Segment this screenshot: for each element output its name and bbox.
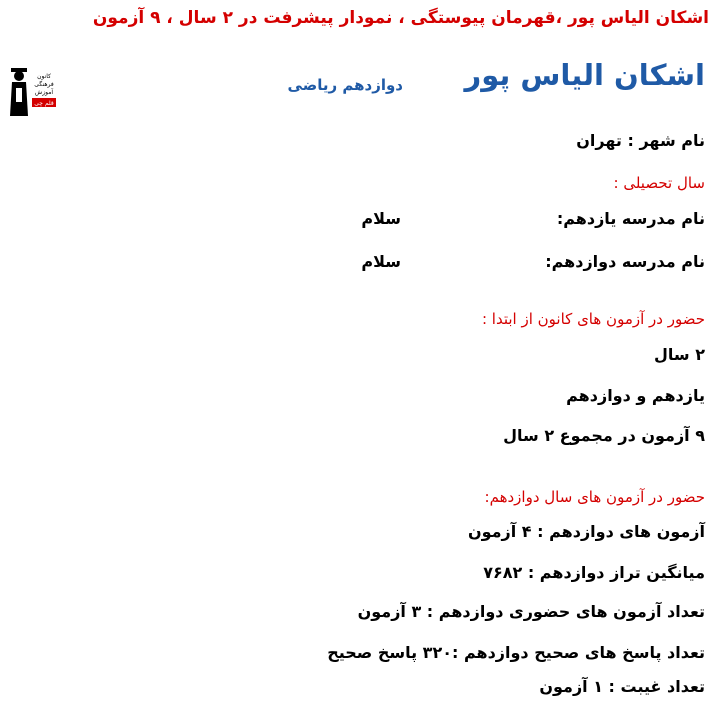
attendance-total-heading: حضور در آزمون های کانون از ابتدا : — [481, 310, 705, 328]
attendance-total: ۹ آزمون در مجموع ۲ سال — [503, 426, 705, 445]
student-name: اشکان الیاس پور — [464, 58, 705, 92]
attendance-grades: یازدهم و دوازدهم — [566, 386, 705, 405]
logo-text-4: قلم چی — [34, 100, 54, 107]
school-12-value: سلام — [361, 252, 401, 271]
avg-score-12: میانگین تراز دوازدهم : ۷۶۸۲ — [483, 563, 705, 582]
grade-label: دوازدهم ریاضی — [287, 76, 403, 94]
exams-12: آزمون های دوازدهم : ۴ آزمون — [467, 522, 705, 541]
graduate-figure-icon — [10, 68, 28, 116]
academic-year-heading: سال تحصیلی : — [613, 174, 705, 192]
correct-answers-12: تعداد پاسخ های صحیح دوازدهم :۳۲۰ پاسخ صحیح — [327, 643, 705, 662]
logo-text-1: کانون — [37, 73, 51, 80]
kanoon-logo — [8, 58, 60, 118]
in-person-12: تعداد آزمون های حضوری دوازدهم : ۳ آزمون — [357, 602, 705, 621]
city-line: نام شهر : تهران — [576, 131, 705, 150]
school-12-label: نام مدرسه دوازدهم: — [545, 252, 705, 271]
school-11-label: نام مدرسه یازدهم: — [556, 209, 705, 228]
logo-text-2: فرهنگی — [34, 81, 54, 88]
attendance-years: ۲ سال — [654, 345, 705, 364]
absences-12: تعداد غیبت : ۱ آزمون — [539, 677, 705, 696]
school-11-value: سلام — [361, 209, 401, 228]
page-title: اشکان الیاس پور ،قهرمان پیوستگی ، نمودار پیشرفت در ۲ سال ، ۹ آزمون — [92, 8, 709, 28]
logo-text-3: آموزش — [34, 89, 54, 96]
attendance-12-heading: حضور در آزمون های سال دوازدهم: — [484, 488, 705, 506]
